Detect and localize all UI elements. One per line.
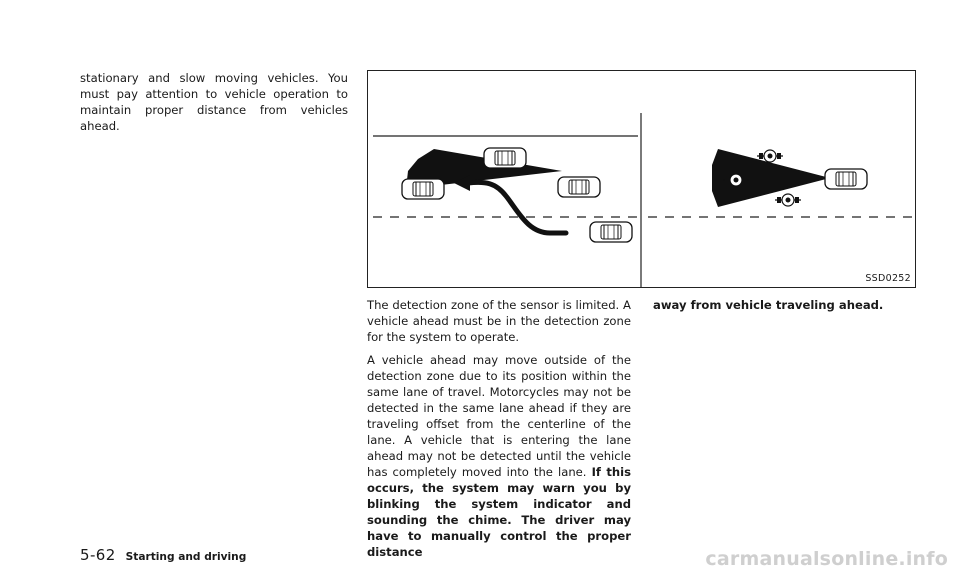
- right-scene: [648, 149, 913, 217]
- section-title: Starting and driving: [125, 551, 247, 563]
- page-footer: [80, 546, 246, 564]
- car-entering-lane: [590, 222, 632, 242]
- car-adjacent-upper: [484, 148, 526, 168]
- car-ahead: [558, 177, 600, 197]
- continuation-text: away from vehicle traveling ahead.: [653, 298, 884, 312]
- limitations-text: A vehicle ahead may move outside of the detection zone due to its position within the same lane of travel. Motorcycles may not be detected in the same lane ahead if they are traveling offset from the centerline of the lane. A vehicle that is entering the lane ahead may not be detected until the vehicle has completely moved into the lane.: [367, 353, 631, 479]
- left-scene: [373, 136, 638, 242]
- page-number: 5-62: [80, 546, 116, 564]
- detection-zone-figure: [367, 70, 916, 288]
- paragraph-limitations: [367, 352, 631, 560]
- detection-zone-diagram: [368, 71, 915, 287]
- lane-change-path: [468, 182, 566, 233]
- intro-paragraph: stationary and slow moving vehicles. You must pay attention to vehicle operation to maintain proper distance from vehicles ahead.: [80, 71, 348, 133]
- own-vehicle-car: [825, 169, 867, 189]
- own-vehicle-car: [402, 179, 444, 199]
- warning-text: If this occurs, the system may warn you by blinking the system indicator and sounding the chime. The driver may have to manually control the proper distance: [367, 465, 631, 559]
- paragraph-detection-zone: The detection zone of the sensor is limited. A vehicle ahead must be in the detection zone for the system to operate.: [367, 298, 631, 344]
- body-column: [367, 297, 631, 567]
- motorcycle-offset-lower: [775, 194, 801, 206]
- figure-code: SSD0252: [865, 273, 911, 284]
- watermark: carmanualsonline.info: [705, 548, 948, 570]
